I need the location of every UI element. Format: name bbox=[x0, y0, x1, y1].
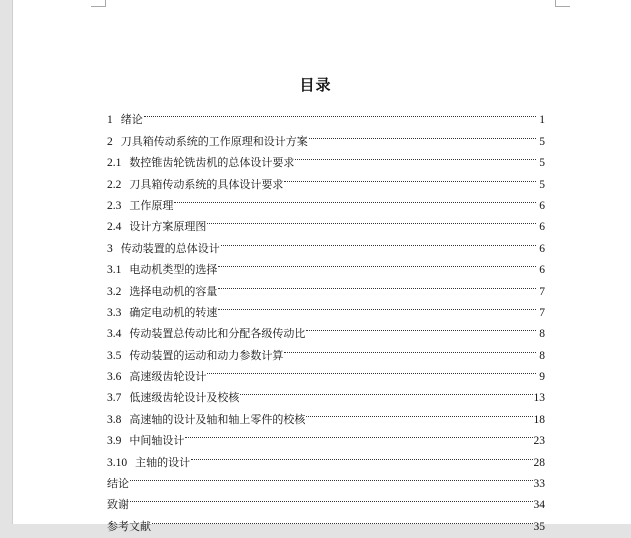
toc-entry-page-number: 6 bbox=[539, 264, 545, 277]
toc-entry-page-number: 23 bbox=[533, 435, 545, 448]
toc-entry-page-number: 8 bbox=[539, 349, 545, 362]
toc-entry-number: 2.3 bbox=[107, 199, 122, 212]
toc-entry-title: 中间轴设计 bbox=[129, 434, 185, 448]
toc-title: 目录 bbox=[299, 76, 332, 94]
toc-entry-number: 2.2 bbox=[107, 178, 122, 191]
toc-entry-page-number: 6 bbox=[539, 221, 545, 234]
toc-entry-page-number: 5 bbox=[539, 157, 545, 170]
toc-entry-number: 3.4 bbox=[107, 328, 122, 341]
toc-dot-leader bbox=[218, 295, 536, 316]
toc-entry-page-number: 28 bbox=[533, 456, 545, 469]
toc-entry-page-number: 5 bbox=[539, 178, 545, 191]
toc-entry-title: 工作原理 bbox=[129, 198, 174, 212]
toc-entry-title: 致谢 bbox=[107, 498, 129, 512]
toc-dot-leader bbox=[174, 188, 536, 209]
toc-entry-page-number: 7 bbox=[539, 285, 545, 298]
toc-entry[interactable] bbox=[107, 102, 545, 127]
toc-entry-number: 2.4 bbox=[107, 221, 122, 234]
toc-entry-number: 3.3 bbox=[107, 306, 122, 319]
toc-entry-number: 3 bbox=[107, 242, 113, 255]
toc-entry-number: 3.5 bbox=[107, 349, 122, 362]
toc-entry-number: 3.2 bbox=[107, 285, 122, 298]
toc-dot-leader bbox=[306, 401, 532, 422]
toc-entry-page-number: 1 bbox=[539, 114, 545, 127]
toc-entry[interactable] bbox=[107, 487, 545, 512]
toc-entry[interactable] bbox=[107, 508, 545, 533]
toc-entry-title: 选择电动机的容量 bbox=[129, 284, 218, 298]
toc-entry-title: 传动装置的运动和动力参数计算 bbox=[129, 348, 284, 362]
toc-dot-leader bbox=[130, 487, 533, 508]
toc-entry-number: 3.10 bbox=[107, 456, 128, 469]
toc-dot-leader bbox=[240, 380, 532, 401]
toc-entry-number: 2 bbox=[107, 135, 113, 148]
toc-dot-leader bbox=[284, 337, 536, 358]
toc-entry-title: 传动装置总传动比和分配各级传动比 bbox=[129, 327, 306, 341]
toc-entry-page-number: 18 bbox=[533, 413, 545, 426]
toc-entry-title: 高速级齿轮设计 bbox=[129, 370, 207, 384]
toc-dot-leader bbox=[218, 252, 536, 273]
toc-entry-title: 结论 bbox=[107, 477, 129, 491]
toc-dot-leader bbox=[144, 102, 536, 123]
toc-entry-page-number: 5 bbox=[539, 135, 545, 148]
toc-entry-number: 3.1 bbox=[107, 264, 122, 277]
toc-dot-leader bbox=[221, 230, 536, 251]
toc-entry-title: 参考文献 bbox=[107, 519, 151, 533]
toc-entry-page-number: 33 bbox=[533, 478, 545, 491]
toc-entry-page-number: 6 bbox=[539, 199, 545, 212]
toc-dot-leader bbox=[306, 316, 536, 337]
toc-entry-title: 传动装置的总体设计 bbox=[120, 241, 220, 255]
toc-entry-page-number: 8 bbox=[539, 328, 545, 341]
toc-entry-title: 电动机类型的选择 bbox=[129, 263, 218, 277]
toc-entry-number: 2.1 bbox=[107, 157, 122, 170]
toc-entry-title: 主轴的设计 bbox=[135, 455, 191, 469]
table-of-contents bbox=[107, 102, 545, 533]
toc-entry-title: 设计方案原理图 bbox=[129, 220, 207, 234]
toc-entry-title: 数控锥齿轮铣齿机的总体设计要求 bbox=[129, 156, 295, 170]
toc-dot-leader bbox=[207, 359, 536, 380]
toc-dot-leader bbox=[185, 423, 532, 444]
toc-entry-page-number: 7 bbox=[539, 306, 545, 319]
toc-entry-page-number: 13 bbox=[533, 392, 545, 405]
toc-entry-number: 3.7 bbox=[107, 392, 122, 405]
toc-entry-title: 低速级齿轮设计及校核 bbox=[129, 391, 240, 405]
page-corner-mark-left bbox=[91, 0, 106, 7]
toc-entry-number: 3.9 bbox=[107, 435, 122, 448]
toc-entry-page-number: 9 bbox=[539, 371, 545, 384]
toc-entry-title: 确定电动机的转速 bbox=[129, 305, 218, 319]
toc-entry-title: 刀具箱传动系统的具体设计要求 bbox=[129, 177, 284, 191]
toc-dot-leader bbox=[130, 466, 533, 487]
toc-dot-leader bbox=[191, 444, 532, 465]
toc-entry-page-number: 6 bbox=[539, 242, 545, 255]
toc-entry-title: 高速轴的设计及轴和轴上零件的校核 bbox=[129, 412, 306, 426]
toc-entry-number: 1 bbox=[107, 114, 113, 127]
toc-dot-leader bbox=[152, 508, 533, 529]
toc-dot-leader bbox=[218, 273, 536, 294]
toc-entry-number: 3.6 bbox=[107, 371, 122, 384]
toc-entry[interactable] bbox=[107, 466, 545, 491]
toc-entry-page-number: 35 bbox=[533, 520, 545, 533]
toc-entry[interactable] bbox=[107, 123, 545, 148]
page-corner-mark-right bbox=[555, 0, 570, 7]
toc-dot-leader bbox=[207, 209, 536, 230]
toc-entry-title: 绪论 bbox=[120, 113, 143, 127]
toc-dot-leader bbox=[309, 123, 536, 144]
toc-dot-leader bbox=[284, 166, 536, 187]
toc-entry-title: 刀具箱传动系统的工作原理和设计方案 bbox=[120, 134, 308, 148]
toc-entry-page-number: 34 bbox=[533, 499, 545, 512]
toc-dot-leader bbox=[295, 145, 536, 166]
toc-entry-number: 3.8 bbox=[107, 413, 122, 426]
